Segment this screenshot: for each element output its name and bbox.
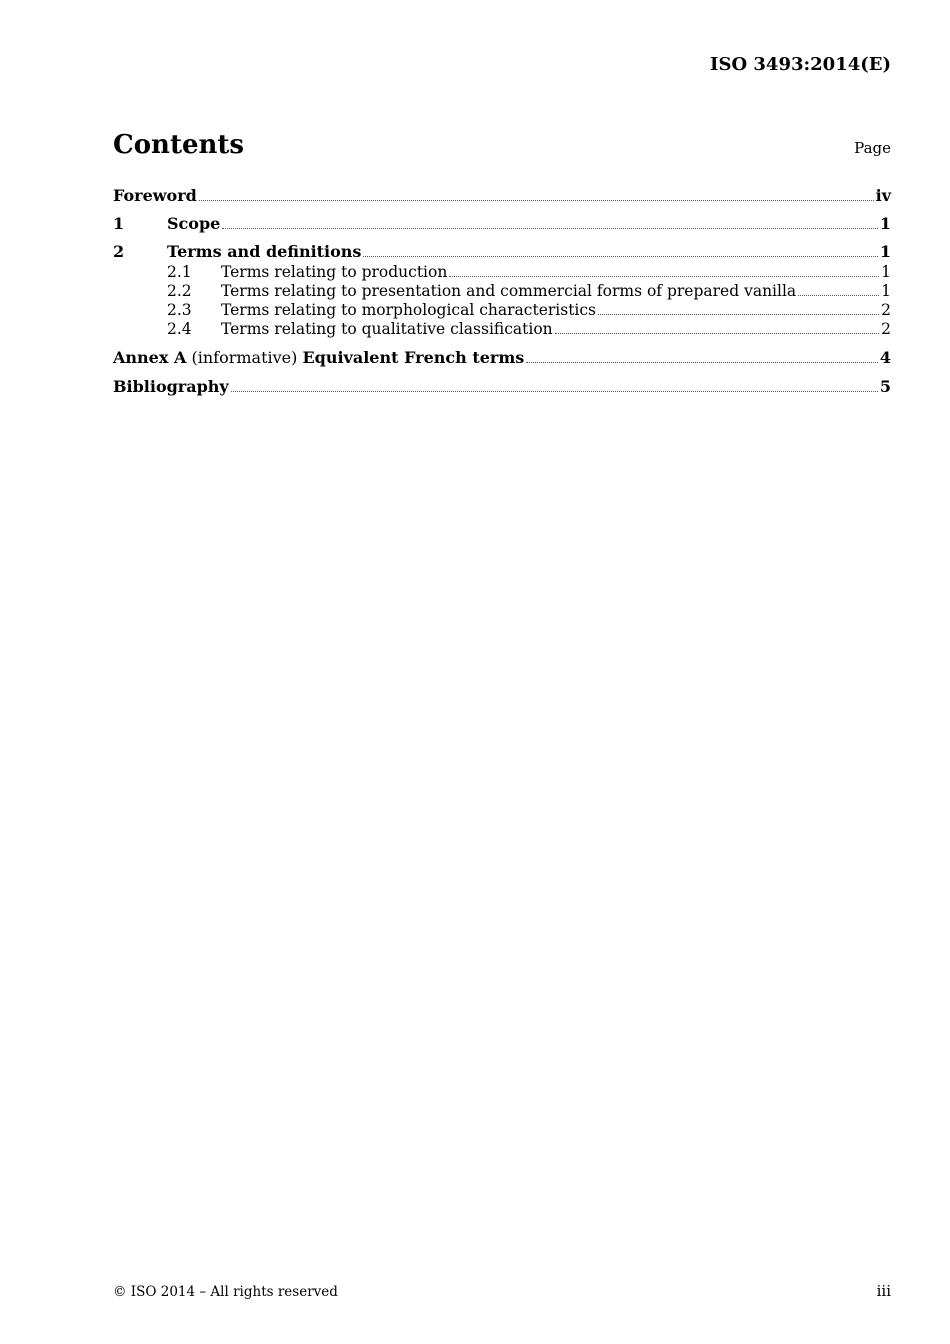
dot-leader	[526, 361, 878, 363]
toc-entry-annex-a[interactable]	[113, 348, 891, 368]
toc-entry-title: Equivalent French terms	[302, 348, 525, 367]
toc-entry-page: 2	[881, 320, 891, 338]
toc-entry-title: Terms relating to morphological characteristics	[221, 301, 597, 319]
toc-entry-terms-and-definitions[interactable]	[113, 242, 891, 262]
toc-entry-qualifier: (informative)	[191, 348, 298, 367]
toc-entry-page: 1	[881, 282, 891, 300]
toc-entry-number: 1	[113, 214, 125, 233]
toc-entry-title: Terms relating to qualitative classification	[221, 320, 553, 338]
dot-leader	[199, 199, 874, 201]
toc-entry-page: iv	[875, 186, 891, 205]
toc-entry-title: Terms relating to presentation and commercial forms of prepared vanilla	[221, 282, 797, 300]
toc-entry-scope[interactable]	[113, 214, 891, 234]
footer-page-number: iii	[876, 1282, 891, 1300]
toc-entry-title: Terms relating to production	[221, 263, 448, 281]
dot-leader	[598, 313, 879, 315]
dot-leader	[363, 255, 877, 257]
toc-entry-page: 4	[879, 348, 891, 367]
toc-entry-page: 5	[879, 377, 891, 396]
contents-title: Contents	[113, 130, 245, 160]
toc-entry-title: Foreword	[113, 186, 197, 205]
contents-header	[113, 130, 891, 160]
toc-entry-number: 2.3	[167, 301, 192, 319]
dot-leader	[449, 275, 879, 277]
toc-entry-2-4[interactable]	[113, 319, 891, 339]
toc-entry-bibliography[interactable]	[113, 377, 891, 397]
toc-entry-number: 2	[113, 242, 125, 261]
page-column-label: Page	[854, 139, 891, 157]
dot-leader	[231, 390, 878, 392]
toc-entry-page: 1	[879, 242, 891, 261]
toc-entry-title: Bibliography	[113, 377, 229, 396]
toc-entry-2-1[interactable]	[113, 262, 891, 282]
dot-leader	[798, 294, 879, 296]
toc-entry-number: 2.2	[167, 282, 192, 300]
toc-entry-title: Terms and definitions	[167, 242, 362, 261]
toc-entry-page: 1	[879, 214, 891, 233]
toc-entry-title-group	[113, 348, 524, 368]
toc-entry-page: 2	[881, 301, 891, 319]
toc-entry-number: 2.4	[167, 320, 192, 338]
toc-entry-number: Annex A	[113, 348, 187, 367]
toc-entry-2-3[interactable]	[113, 300, 891, 320]
document-id: ISO 3493:2014(E)	[710, 54, 891, 75]
footer-copyright: © ISO 2014 – All rights reserved	[113, 1284, 338, 1300]
toc-entry-number: 2.1	[167, 263, 192, 281]
dot-leader	[222, 227, 878, 229]
toc-entry-page: 1	[881, 263, 891, 281]
toc-entry-2-2[interactable]	[113, 281, 891, 301]
dot-leader	[555, 332, 879, 334]
toc-entry-title: Scope	[167, 214, 221, 233]
toc-entry-foreword[interactable]	[113, 186, 891, 206]
